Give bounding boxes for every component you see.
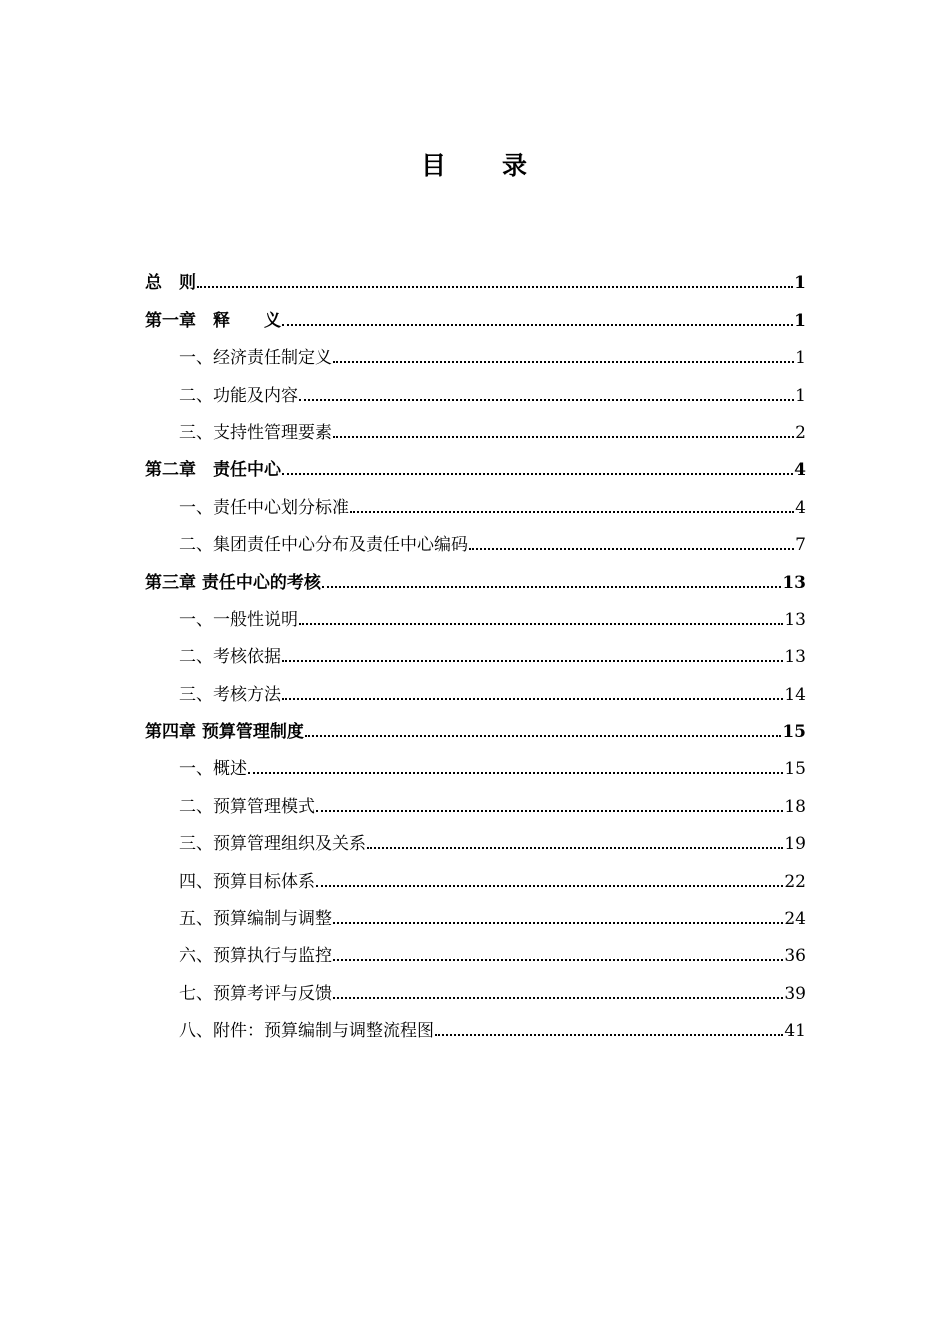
toc-entry-label: 第一章 释 义 bbox=[145, 310, 281, 331]
toc-entry-page-number: 4 bbox=[794, 460, 806, 481]
toc-dot-leader bbox=[333, 922, 783, 924]
toc-entry-page-number: 13 bbox=[782, 572, 806, 593]
toc-entry-label: 八、附件：预算编制与调整流程图 bbox=[179, 1021, 434, 1042]
toc-dot-leader bbox=[305, 735, 781, 737]
toc-entry-label: 一、经济责任制定义 bbox=[179, 348, 332, 369]
toc-chapter-entry[interactable] bbox=[145, 555, 806, 592]
toc-entry-label: 二、功能及内容 bbox=[179, 385, 298, 406]
toc-section-entry[interactable] bbox=[145, 518, 806, 555]
toc-dot-leader bbox=[282, 660, 783, 662]
toc-entry-label: 四、预算目标体系 bbox=[179, 871, 315, 892]
toc-entry-label: 二、预算管理模式 bbox=[179, 796, 315, 817]
toc-dot-leader bbox=[333, 436, 794, 438]
toc-dot-leader bbox=[316, 810, 783, 812]
toc-entry-label: 二、考核依据 bbox=[179, 647, 281, 668]
toc-section-entry[interactable] bbox=[145, 593, 806, 630]
toc-entry-label: 第二章 责任中心 bbox=[145, 460, 281, 481]
toc-chapter-entry[interactable] bbox=[145, 293, 806, 330]
toc-dot-leader bbox=[435, 1034, 783, 1036]
toc-chapter-entry[interactable] bbox=[145, 705, 806, 742]
toc-entry-page-number: 1 bbox=[795, 385, 806, 406]
toc-entry-page-number: 7 bbox=[795, 535, 806, 556]
toc-dot-leader bbox=[333, 997, 783, 999]
toc-section-entry[interactable] bbox=[145, 854, 806, 891]
toc-section-entry[interactable] bbox=[145, 331, 806, 368]
toc-dot-leader bbox=[299, 623, 783, 625]
page-title: 目 录 bbox=[420, 151, 529, 180]
toc-dot-leader bbox=[367, 847, 783, 849]
toc-section-entry[interactable] bbox=[145, 406, 806, 443]
toc-dot-leader bbox=[333, 959, 783, 961]
toc-entry-label: 一、概述 bbox=[179, 759, 247, 780]
toc-chapter-entry[interactable] bbox=[145, 443, 806, 480]
table-of-contents bbox=[145, 256, 806, 1041]
toc-entry-page-number: 22 bbox=[784, 871, 806, 892]
toc-entry-label: 三、支持性管理要素 bbox=[179, 422, 332, 443]
toc-entry-label: 三、考核方法 bbox=[179, 684, 281, 705]
toc-entry-page-number: 1 bbox=[794, 310, 806, 331]
toc-section-entry[interactable] bbox=[145, 667, 806, 704]
toc-section-entry[interactable] bbox=[145, 929, 806, 966]
toc-entry-label: 一、责任中心划分标准 bbox=[179, 497, 349, 518]
toc-section-entry[interactable] bbox=[145, 630, 806, 667]
toc-section-entry[interactable] bbox=[145, 817, 806, 854]
toc-entry-label: 一、一般性说明 bbox=[179, 609, 298, 630]
toc-dot-leader bbox=[469, 548, 794, 550]
toc-entry-page-number: 19 bbox=[784, 834, 806, 855]
toc-section-entry[interactable] bbox=[145, 1004, 806, 1041]
toc-dot-leader bbox=[299, 399, 794, 401]
toc-entry-page-number: 41 bbox=[784, 1021, 806, 1042]
toc-entry-page-number: 1 bbox=[794, 273, 806, 294]
toc-section-entry[interactable] bbox=[145, 779, 806, 816]
toc-entry-label: 五、预算编制与调整 bbox=[179, 909, 332, 930]
toc-entry-page-number: 36 bbox=[784, 946, 806, 967]
toc-entry-label: 六、预算执行与监控 bbox=[179, 946, 332, 967]
toc-entry-page-number: 1 bbox=[795, 348, 806, 369]
toc-dot-leader bbox=[197, 286, 793, 288]
toc-entry-label: 第三章 责任中心的考核 bbox=[145, 572, 321, 593]
toc-entry-label: 总 则 bbox=[145, 273, 196, 294]
toc-dot-leader bbox=[282, 324, 793, 326]
toc-entry-page-number: 24 bbox=[784, 909, 806, 930]
toc-entry-page-number: 2 bbox=[795, 422, 806, 443]
toc-entry-label: 第四章 预算管理制度 bbox=[145, 722, 304, 743]
toc-dot-leader bbox=[350, 511, 794, 513]
toc-entry-label: 三、预算管理组织及关系 bbox=[179, 834, 366, 855]
toc-section-entry[interactable] bbox=[145, 966, 806, 1003]
toc-entry-page-number: 13 bbox=[784, 647, 806, 668]
toc-entry-label: 二、集团责任中心分布及责任中心编码 bbox=[179, 535, 468, 556]
toc-entry-page-number: 18 bbox=[784, 796, 806, 817]
toc-chapter-entry[interactable] bbox=[145, 256, 806, 293]
toc-dot-leader bbox=[322, 586, 781, 588]
toc-dot-leader bbox=[282, 698, 783, 700]
toc-section-entry[interactable] bbox=[145, 368, 806, 405]
toc-section-entry[interactable] bbox=[145, 892, 806, 929]
toc-dot-leader bbox=[333, 361, 794, 363]
toc-entry-page-number: 39 bbox=[784, 983, 806, 1004]
toc-entry-page-number: 4 bbox=[795, 497, 806, 518]
toc-section-entry[interactable] bbox=[145, 742, 806, 779]
toc-dot-leader bbox=[316, 885, 783, 887]
toc-entry-page-number: 15 bbox=[782, 722, 806, 743]
toc-entry-page-number: 14 bbox=[784, 684, 806, 705]
toc-dot-leader bbox=[248, 772, 783, 774]
toc-entry-label: 七、预算考评与反馈 bbox=[179, 983, 332, 1004]
toc-dot-leader bbox=[282, 473, 793, 475]
toc-entry-page-number: 15 bbox=[784, 759, 806, 780]
toc-section-entry[interactable] bbox=[145, 480, 806, 517]
toc-entry-page-number: 13 bbox=[784, 609, 806, 630]
